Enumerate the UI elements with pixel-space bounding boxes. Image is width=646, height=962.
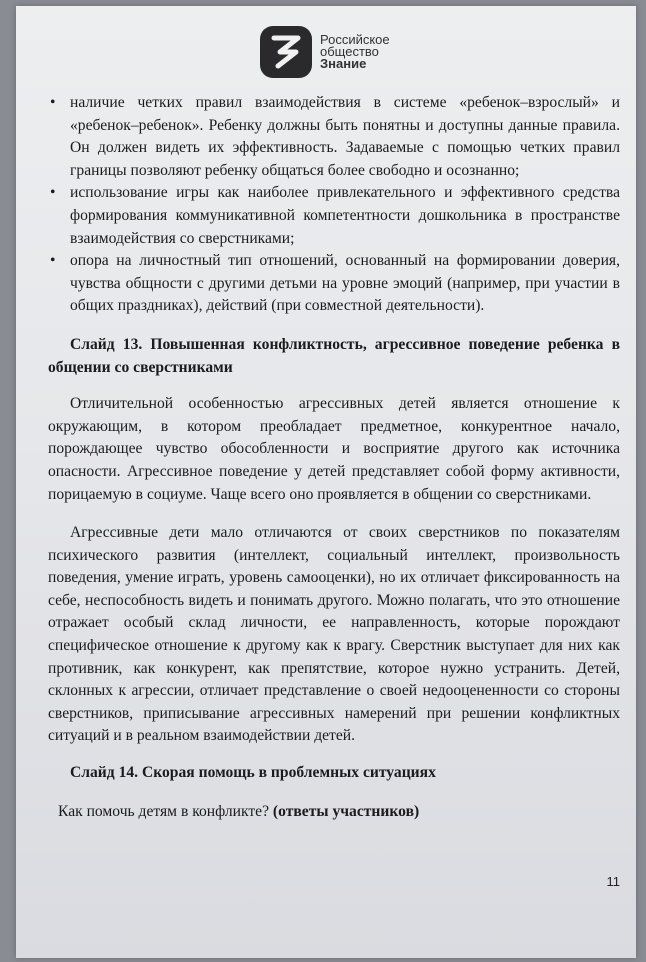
bullet-item: • использование игры как наиболее привлекательного и эффективного средства формирования коммуникативной компетентности дошкольника в пространстве взаимодействия со сверстниками; [48, 182, 620, 250]
page-number: 11 [606, 874, 620, 889]
question-text: Как помочь детям в конфликте? [58, 802, 270, 820]
logo-line-2: общество [320, 44, 379, 59]
bullet-item: • наличие четких правил взаимодействия в системе «ребенок–взрослый» и «ребенок–ребенок». Ребенку должны быть понятны и доступны данные правила. Он должен видеть их эффективность. Задаваемые с помощью четких правил границы позволяют ребенку общаться более свободно и осознанно; [48, 92, 620, 182]
document-body [48, 92, 620, 839]
slide-13-heading: Слайд 13. Повышенная конфликтность, агрессивное поведение ребенка в общении со сверстниками [48, 335, 620, 376]
document-page [16, 6, 636, 958]
question-line [48, 801, 620, 824]
paragraph: Агрессивные дети мало отличаются от своих сверстников по показателям психического развития (интеллект, социальный интеллект, произвольность поведения, умение играть, уровень самооценки), но их отличает фиксированность на себе, неспособность видеть и понимать другого. Можно полагать, что это отношение отражает особый склад личности, ее направленность, которые порождают специфическое отношение к другому как к врагу. Сверстник выступает для них как противник, как конкурент, как препятствие, которое нужно устранить. Детей, склонных к агрессии, отличает представление о своей недооцененности со стороны сверстников, приписывание агрессивных намерений при решении конфликтных ситуаций и в реальном взаимодействии детей. [48, 524, 620, 745]
slide-14-heading: Слайд 14. Скорая помощь в проблемных ситуациях [70, 764, 436, 782]
znanie-logo [260, 24, 390, 80]
znanie-logo-icon [260, 26, 312, 78]
answer-note: (ответы участников) [272, 802, 420, 820]
bullet-item: • опора на личностный тип отношений, основанный на формировании доверия, чувства общности с другими детьми на уровне эмоций (например, при участии в общих праздниках), действий (при совместной деятельности). [48, 250, 620, 318]
paragraph: Отличительной особенностью агрессивных детей является отношение к окружающим, в котором преобладает предметное, конкурентное начало, порождающее чувство обособленности и восприятие другого как источника опасности. Агрессивное поведение у детей представляет собой форму активности, порицаемую в социуме. Чаще всего оно проявляется в общении со сверстниками. [48, 395, 620, 503]
logo-line-3: Знание [320, 56, 367, 71]
logo-text [320, 34, 390, 70]
logo-line-1: Российское [320, 32, 390, 47]
bullet-list [48, 92, 620, 318]
